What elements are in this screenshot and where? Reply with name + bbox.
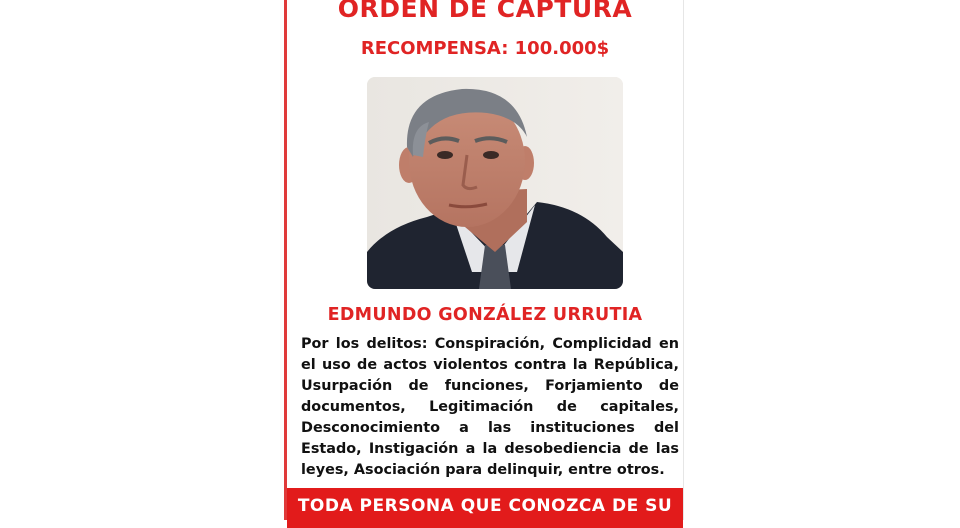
notice-banner: TODA PERSONA QUE CONOZCA DE SU (287, 488, 683, 528)
portrait-photo (367, 77, 623, 289)
charges-text: Por los delitos: Conspiración, Complicidad en el uso de actos violentos contra la República, Usurpación de funciones, Forjamiento de documentos, Legitimación de capitales, Desconocimiento a las instituciones del Estado, Instigación a la desobediencia de las leyes, Asociación para delinquir, entre otros. (301, 336, 679, 478)
poster-title: ORDEN DE CAPTURA (337, 0, 633, 23)
wanted-poster (284, 0, 684, 520)
wanted-person-name: EDMUNDO GONZÁLEZ URRUTIA (327, 305, 643, 325)
reward-text: RECOMPENSA: 100.000$ (360, 38, 610, 59)
portrait-image (367, 77, 623, 289)
